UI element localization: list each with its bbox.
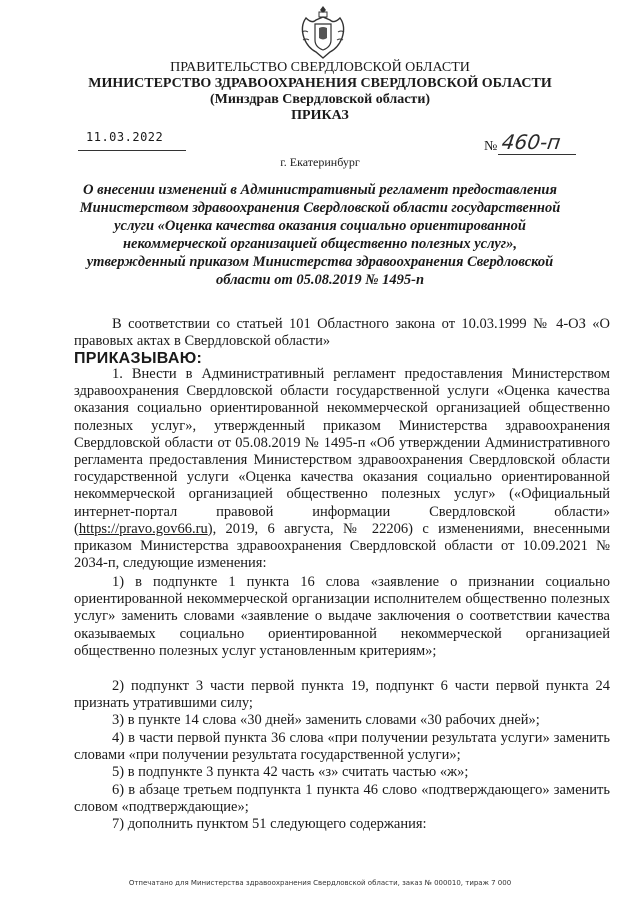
ministry-name: МИНИСТЕРСТВО ЗДРАВООХРАНЕНИЯ СВЕРДЛОВСКОЙ ОБЛАСТИ bbox=[88, 76, 552, 91]
pravo-link[interactable]: https://pravo.gov66.ru bbox=[78, 520, 208, 537]
item-1-text: 1. Внести в Административный регламент предоставления Министерством здравоохранения Свердловской области государственной услуги «Оценка качества оказания социально ориентированной некоммерческой организацией общественно полезных услуг», утвержденный приказом Министерства здравоохранения Свердловской области от 05.08.2019 № 1495-п «Об утверждении Административного регламента предоставления Министерством здравоохранения Свердловской области государственной услуги «Оценка качества оказания социально ориентированной некоммерческой организацией общественно полезных услуг» («Официальный интернет-портал правовой информации Свердловской области» ( bbox=[74, 366, 610, 537]
preamble: В соответствии со статьей 101 Областного закона от 10.03.1999 № 4-ОЗ «О правовых актах в Свердловской области» bbox=[74, 316, 610, 350]
item-1 bbox=[74, 366, 610, 572]
government-name: ПРАВИТЕЛЬСТВО СВЕРДЛОВСКОЙ ОБЛАСТИ bbox=[170, 60, 470, 75]
decree-heading: ПРИКАЗЫВАЮ: bbox=[74, 350, 203, 367]
coat-of-arms-emblem bbox=[298, 4, 348, 60]
subitem-5: 5) в подпункте 3 пункта 42 часть «з» считать частью «ж»; bbox=[112, 764, 469, 780]
date-underline bbox=[78, 150, 186, 151]
subitem-1: 1) в подпункте 1 пункта 16 слова «заявление о признании социально ориентированной некоммерческой организации исполнителем общественно полезных услуг» заменить словами «заявление о выдаче заключения о соответствии качества оказываемых социально ориентированной некоммерческой организацией общественно полезных услуг установленным критериям»; bbox=[74, 574, 610, 659]
document-date: 11.03.2022 bbox=[86, 130, 164, 144]
print-footer: Отпечатано для Министерства здравоохранения Свердловской области, заказ № 000010, тираж 7 000 bbox=[128, 879, 512, 887]
document-type: ПРИКАЗ bbox=[291, 108, 349, 123]
number-label: № bbox=[484, 139, 498, 154]
ministry-short-name: (Минздрав Свердловской области) bbox=[209, 92, 431, 107]
subitem-2: 2) подпункт 3 части первой пункта 19, подпункт 6 части первой пункта 24 признать утратившими силу; bbox=[74, 678, 610, 712]
document-number: 460-п bbox=[500, 130, 563, 154]
subitem-6: 6) в абзаце третьем подпункта 1 пункта 46 слово «подтверждающего» заменить словом «подтверждающие»; bbox=[74, 782, 610, 816]
item-1-text-end: ), 2019, 6 августа, № 22206) с изменениями, внесенными приказом Министерства здравоохранения Свердловской области от 10.09.2021 № 2034-п, следующие изменения: bbox=[74, 520, 610, 572]
city: г. Екатеринбург bbox=[280, 155, 360, 169]
subitem-3: 3) в пункте 14 слова «30 дней» заменить словами «30 рабочих дней»; bbox=[112, 712, 540, 728]
subitem-7: 7) дополнить пунктом 51 следующего содержания: bbox=[112, 816, 427, 832]
subitem-4: 4) в части первой пункта 36 слова «при получении результата услуги» заменить словами «при получении результата государственной услуги»; bbox=[74, 730, 610, 764]
document-title: О внесении изменений в Административный регламент предоставления Министерством здравоохранения Свердловской области государственной услуги «Оценка качества оказания социально ориентированной некоммерческой организацией общественно полезных услуг», утвержденный приказом Министерства здравоохранения Свердловской области от 05.08.2019 № 1495-п bbox=[79, 182, 561, 288]
